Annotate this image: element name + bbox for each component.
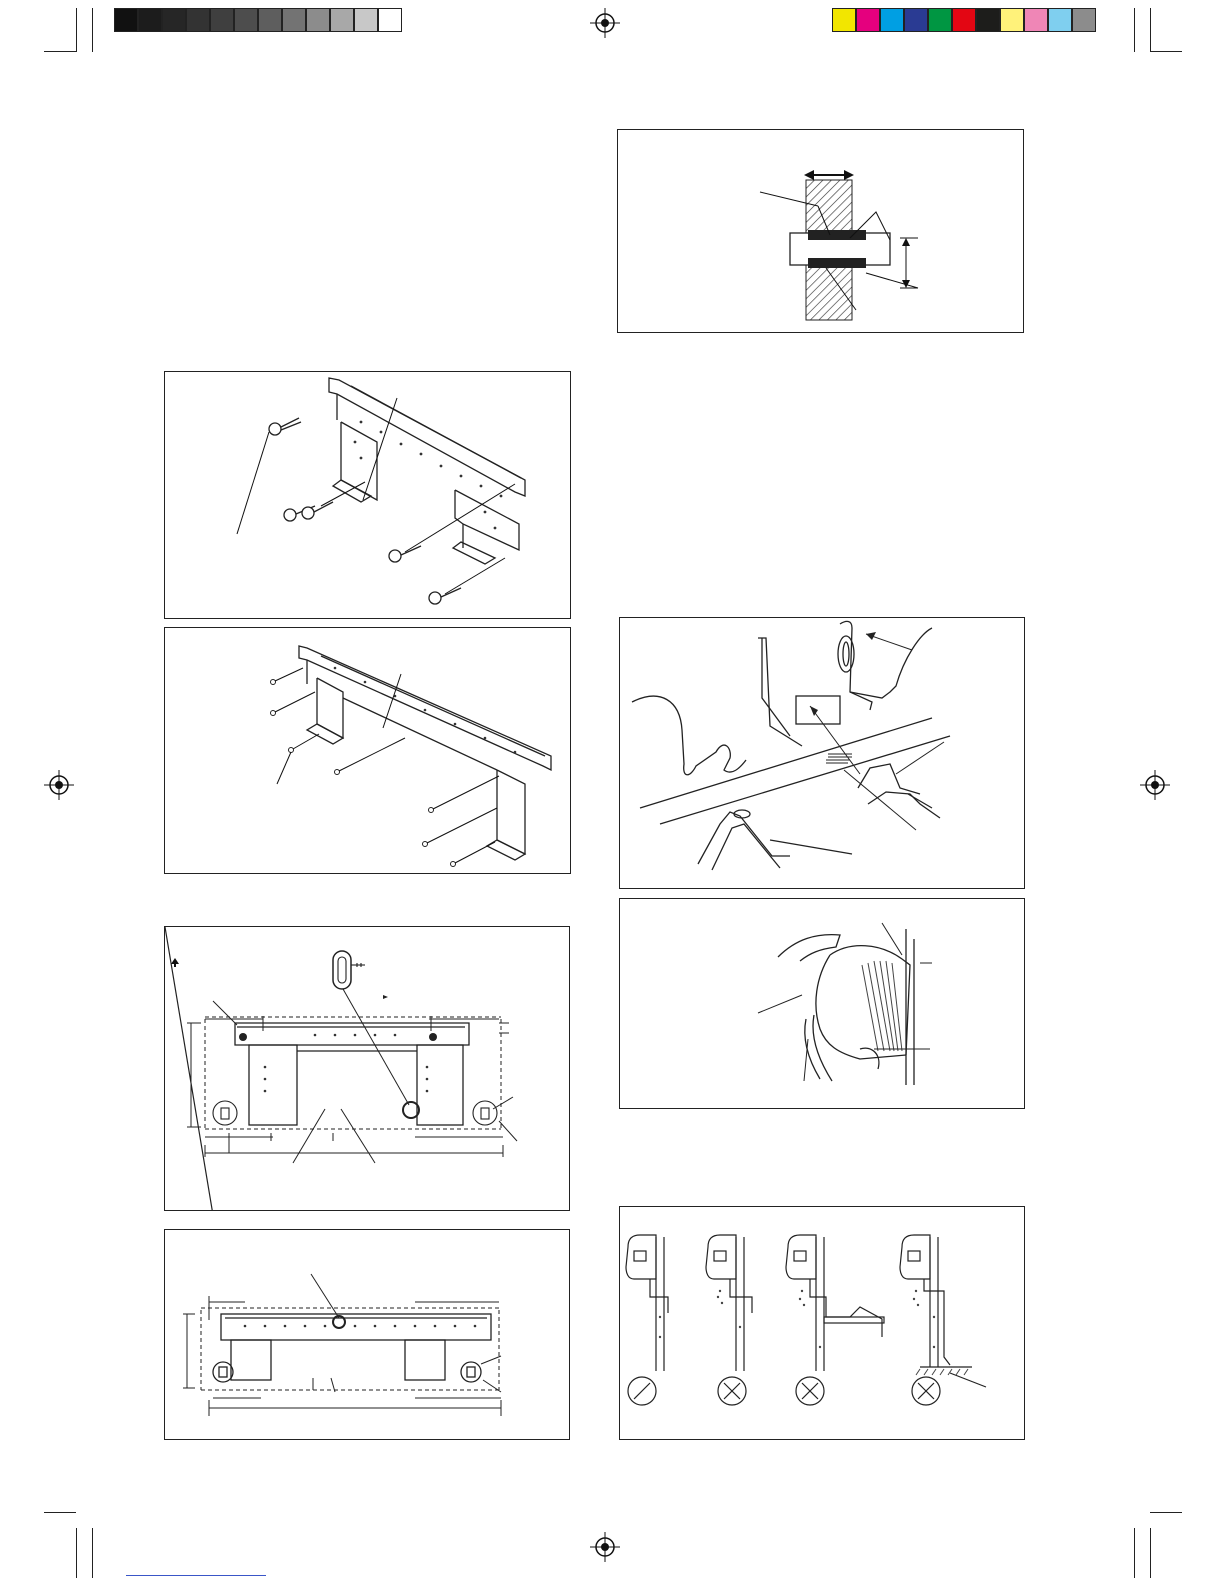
color-swatch (880, 8, 904, 32)
gray-swatch (258, 8, 282, 32)
figure-wall-pipe-hole (617, 129, 1024, 333)
gray-swatch (354, 8, 378, 32)
gray-swatch (234, 8, 258, 32)
figure-mounting-plate-dimensions-alt (164, 1229, 570, 1440)
figure-drain-hose-routing (619, 1206, 1025, 1440)
crop-mark (1134, 8, 1135, 52)
color-swatch (1048, 8, 1072, 32)
gray-swatch (186, 8, 210, 32)
crop-mark (76, 1528, 77, 1578)
color-swatch (952, 8, 976, 32)
gray-swatch (282, 8, 306, 32)
figure-mounting-plate-wide (164, 627, 571, 874)
crop-mark (1150, 51, 1182, 52)
crop-mark (1150, 8, 1151, 52)
gray-swatch (330, 8, 354, 32)
figure-mounting-plate-dimensions (164, 926, 570, 1211)
gray-swatch (378, 8, 402, 32)
crosshair-target-icon (1140, 770, 1170, 800)
gray-swatch (138, 8, 162, 32)
figure-mounting-plate-screws (164, 371, 571, 619)
color-swatch (1000, 8, 1024, 32)
figure-indoor-unit-tilted (619, 898, 1025, 1109)
crosshair-target-icon (590, 8, 620, 38)
gray-swatch (162, 8, 186, 32)
color-swatch (976, 8, 1000, 32)
figure-indoor-unit-hook (619, 617, 1025, 889)
gray-swatch (210, 8, 234, 32)
color-swatch (832, 8, 856, 32)
crop-mark (1150, 1528, 1151, 1578)
crop-mark (44, 1512, 76, 1513)
crosshair-target-icon (44, 770, 74, 800)
underline-link (126, 1575, 266, 1576)
color-swatch (1072, 8, 1096, 32)
crosshair-target-icon (590, 1532, 620, 1562)
crop-mark (76, 8, 77, 52)
crop-mark (44, 51, 76, 52)
crop-mark (92, 8, 93, 52)
color-swatch (904, 8, 928, 32)
crop-mark (1134, 1528, 1135, 1578)
color-swatch (856, 8, 880, 32)
crop-mark (92, 1528, 93, 1578)
color-swatch (1024, 8, 1048, 32)
crop-mark (1150, 1512, 1182, 1513)
color-swatch (928, 8, 952, 32)
gray-swatch (306, 8, 330, 32)
gray-swatch (114, 8, 138, 32)
